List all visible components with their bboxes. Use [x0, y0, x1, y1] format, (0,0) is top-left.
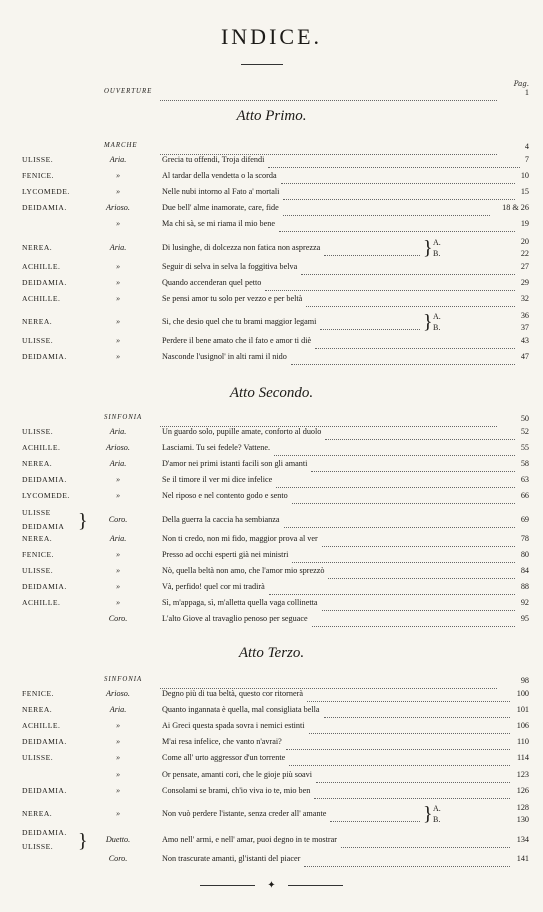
character-name: ACHILLE.: [22, 443, 61, 453]
page-number: 27: [520, 261, 529, 271]
character-name: FENICE.: [22, 549, 54, 559]
index-entry: [0, 828, 543, 854]
character-name: NEREA.: [22, 705, 53, 715]
page-number: 114: [517, 753, 529, 763]
index-entry: [0, 262, 543, 278]
section-opening-label: SINFONIA: [104, 414, 143, 421]
piece-incipit: Và, perfido! quel cor mi tradirà: [162, 581, 265, 591]
overture-row: [0, 88, 543, 102]
index-entry: [0, 352, 543, 368]
piece-type: »: [115, 187, 121, 197]
leader-dots: [284, 515, 515, 528]
piece-type: »: [115, 219, 121, 229]
page-number: 100: [516, 689, 529, 698]
leader-dots: [281, 171, 515, 184]
character-name: ACHILLE.: [22, 598, 61, 607]
character-name: NEREA.: [22, 242, 53, 252]
piece-incipit: Se pensi amor tu solo per vezzo e per beltà: [162, 293, 303, 303]
page-number: 88: [520, 581, 529, 591]
index-entry: [0, 550, 543, 566]
index-entry: [0, 294, 543, 310]
page-number: 126: [516, 785, 529, 795]
character-name: ACHILLE.: [22, 293, 61, 303]
page-number: 128: [516, 802, 529, 812]
piece-type: »: [115, 293, 121, 303]
leader-dots: [276, 475, 515, 488]
page-number: 22: [520, 248, 529, 258]
leader-dots: [311, 459, 515, 472]
index-entry: [0, 475, 543, 491]
piece-incipit: Quanto ingannata è quella, mal consigliata bella: [162, 705, 320, 715]
page-number: 29: [520, 277, 529, 287]
character-name: ULISSE.: [22, 753, 54, 763]
piece-type: Aria.: [109, 533, 127, 543]
index-entry: [0, 786, 543, 802]
character-name: DEIDAMIA.: [22, 827, 67, 837]
index-entry: [0, 203, 543, 219]
index-entry: [0, 219, 543, 235]
page-number: 18 & 26: [502, 203, 529, 213]
piece-type: »: [115, 475, 121, 485]
brace-symbol: }: [78, 829, 88, 852]
leader-dots: [160, 88, 497, 101]
page-number: 10: [520, 171, 529, 181]
piece-incipit: Presso ad occhi esperti già nei ministri: [162, 549, 289, 559]
piece-type: »: [115, 261, 121, 271]
section-opening-row: [0, 414, 543, 428]
variant-label: B.: [433, 322, 441, 332]
page-number: 78: [520, 533, 529, 543]
section-opening-row: [0, 142, 543, 156]
character-name: DEIDAMIA.: [22, 352, 67, 362]
variant-label: A.: [433, 237, 441, 247]
piece-type: »: [115, 737, 121, 747]
act-title: Atto Primo.: [236, 108, 307, 124]
piece-type: »: [115, 808, 121, 818]
index-entry: [0, 802, 543, 828]
index-entry: [0, 854, 543, 870]
piece-incipit: Quando accenderan quel petto: [162, 277, 262, 287]
variant-label: B.: [433, 248, 441, 258]
brace-symbol: }: [423, 802, 433, 825]
leader-dots: [322, 598, 515, 611]
page-number: 110: [517, 737, 529, 747]
piece-type: Arioso.: [106, 443, 130, 453]
leader-dots: [301, 262, 515, 275]
index-entry: [0, 491, 543, 507]
page-number: 63: [520, 475, 529, 485]
index-entry: [0, 236, 543, 262]
piece-type: »: [115, 336, 121, 345]
page-number: 66: [520, 491, 529, 501]
piece-type: Aria.: [109, 705, 127, 715]
section-opening-label: MARCHE: [104, 142, 138, 149]
leader-dots: [324, 243, 420, 256]
piece-incipit: L'alto Giove al travaglio penoso per seguace: [162, 614, 308, 624]
leader-dots: [292, 550, 515, 563]
page-number: 32: [520, 293, 529, 303]
leader-dots: [160, 142, 497, 155]
page-number: 15: [520, 187, 529, 197]
character-name: DEIDAMIA.: [22, 203, 67, 213]
piece-type: »: [115, 316, 121, 326]
character-name: DEIDAMIA: [22, 521, 65, 531]
index-entry: [0, 721, 543, 737]
variant-label: B.: [433, 814, 441, 824]
leader-dots: [307, 689, 510, 702]
leader-dots: [268, 155, 520, 168]
page-number: 141: [516, 853, 529, 863]
piece-type: Coro.: [108, 614, 128, 624]
piece-type: »: [115, 769, 121, 779]
leader-dots: [316, 770, 510, 783]
piece-incipit: Perdere il bene amato che il fato e amor ti diè: [162, 336, 312, 345]
piece-type: Aria.: [109, 427, 127, 436]
section-opening-label: SINFONIA: [104, 676, 143, 683]
piece-incipit: Un guardo solo, pupille amate, conforto al duolo: [162, 427, 322, 436]
character-name: LYCOMEDE.: [22, 187, 70, 197]
piece-incipit: Degno più di tua beltà, questo cor ritornerà: [162, 689, 303, 698]
piece-incipit: Non trascurate amanti, gl'istanti del piacer: [162, 853, 301, 863]
index-entry: [0, 566, 543, 582]
page-number: 50: [520, 414, 529, 423]
piece-type: Aria.: [109, 155, 127, 164]
character-name: DEIDAMIA.: [22, 277, 67, 287]
character-name: ACHILLE.: [22, 721, 61, 731]
character-name: DEIDAMIA.: [22, 475, 67, 485]
character-name: ULISSE.: [22, 841, 54, 851]
piece-type: Coro.: [108, 514, 128, 524]
page-number: 92: [520, 598, 529, 607]
index-entry: [0, 689, 543, 705]
variant-label: A.: [433, 803, 441, 813]
piece-incipit: Or pensate, amanti cori, che le gioje più soavi: [162, 769, 313, 779]
page-number: 37: [520, 322, 529, 332]
piece-incipit: Amo nell' armi, e nell' amar, puoi degno in te mostrar: [162, 834, 337, 844]
leader-dots: [341, 835, 510, 848]
page-number: 98: [520, 676, 529, 685]
page-number: 134: [516, 834, 529, 844]
index-entry: [0, 582, 543, 598]
piece-type: »: [115, 352, 121, 362]
piece-incipit: Consolami se brami, ch'io viva io te, mio ben: [162, 785, 311, 795]
leader-dots: [291, 352, 515, 365]
piece-type: Arioso.: [106, 203, 130, 213]
leader-dots: [160, 414, 497, 427]
page-number: 95: [520, 614, 529, 624]
leader-dots: [312, 614, 515, 627]
index-entry: [0, 737, 543, 753]
leader-dots: [283, 187, 515, 200]
index-entry: [0, 598, 543, 614]
piece-incipit: Al tardar della vendetta o la scorda: [162, 171, 277, 181]
index-entry: [0, 278, 543, 294]
page-number: 19: [520, 219, 529, 229]
index-entry: [0, 155, 543, 171]
piece-incipit: Nel riposo e nel contento godo e sento: [162, 491, 288, 501]
index-entry: [0, 336, 543, 352]
piece-incipit: Ma chi sà, se mi riama il mio bene: [162, 219, 276, 229]
piece-type: »: [115, 171, 121, 181]
act-title: Atto Secondo.: [229, 385, 314, 401]
page-title: INDICE.: [220, 24, 323, 49]
piece-incipit: D'amor nei primi istanti facili son gli amanti: [162, 459, 308, 469]
character-name: ULISSE: [22, 507, 51, 517]
piece-incipit: Non vuò perdere l'istante, senza creder all' amante: [162, 808, 327, 818]
piece-type: Aria.: [109, 459, 127, 469]
leader-dots: [286, 737, 510, 750]
piece-type: Duetto.: [105, 834, 131, 844]
piece-type: Aria.: [109, 242, 127, 252]
character-name: FENICE.: [22, 171, 54, 181]
page-number: 106: [516, 721, 529, 731]
title-rule: [241, 64, 283, 65]
index-entry: [0, 459, 543, 475]
leader-dots: [269, 582, 515, 595]
piece-incipit: Se il timore il ver mi dice infelice: [162, 475, 273, 485]
leader-dots: [279, 219, 515, 232]
character-name: NEREA.: [22, 459, 53, 469]
index-entry: [0, 508, 543, 534]
page-number: 130: [516, 814, 529, 824]
piece-incipit: Lasciami. Tu sei fedele? Vattene.: [162, 443, 271, 453]
character-name: DEIDAMIA.: [22, 737, 67, 747]
character-name: LYCOMEDE.: [22, 491, 70, 501]
index-entry: [0, 443, 543, 459]
page-number: 52: [520, 427, 529, 436]
leader-dots: [160, 676, 497, 689]
piece-type: »: [115, 549, 121, 559]
piece-type: »: [115, 753, 121, 763]
piece-incipit: Sì, m'appaga, sì, m'alletta quella vaga collinetta: [162, 598, 318, 607]
brace-symbol: }: [423, 310, 433, 333]
character-name: ULISSE.: [22, 565, 54, 575]
character-name: NEREA.: [22, 533, 53, 543]
section-opening-row: [0, 676, 543, 690]
piece-incipit: Come all' urto aggressor d'un torrente: [162, 753, 286, 763]
page-number: 1: [524, 88, 529, 97]
leader-dots: [289, 753, 510, 766]
piece-incipit: Di lusinghe, di dolcezza non fatica non asprezza: [162, 242, 321, 252]
piece-type: »: [115, 565, 121, 575]
index-entry: [0, 753, 543, 769]
piece-incipit: Nelle nubi intorno al Fato a' mortali: [162, 187, 280, 197]
leader-dots: [322, 534, 515, 547]
character-name: ULISSE.: [22, 336, 54, 345]
piece-incipit: Nò, quella beltà non amo, che l'amor mio sprezzò: [162, 565, 325, 575]
page-number: 101: [516, 705, 529, 715]
piece-type: »: [115, 721, 121, 731]
page-number: 43: [520, 336, 529, 345]
piece-type: »: [115, 277, 121, 287]
character-name: DEIDAMIA.: [22, 785, 67, 795]
brace-symbol: }: [78, 509, 88, 532]
leader-dots: [274, 443, 515, 456]
leader-dots: [315, 336, 515, 349]
piece-type: Coro.: [108, 853, 128, 863]
brace-symbol: }: [423, 236, 433, 259]
index-entry: [0, 614, 543, 630]
piece-incipit: Grecia tu offendi, Troja difendi: [162, 155, 265, 164]
leader-dots: [304, 854, 510, 867]
piece-type: »: [115, 581, 121, 591]
piece-incipit: Ai Greci questa spada sovra i nemici estinti: [162, 721, 305, 731]
leader-dots: [330, 809, 420, 822]
leader-dots: [314, 786, 510, 799]
character-name: DEIDAMIA.: [22, 581, 67, 591]
piece-type: Arioso.: [106, 689, 130, 698]
index-entry: [0, 310, 543, 336]
page-number: 36: [520, 310, 529, 320]
page-number: 47: [520, 352, 529, 362]
leader-dots: [265, 278, 515, 291]
page-number: 84: [520, 565, 529, 575]
leader-dots: [292, 491, 515, 504]
piece-incipit: Nasconde l'usignol' in alti rami il nido: [162, 352, 287, 362]
character-name: ACHILLE.: [22, 261, 61, 271]
leader-dots: [320, 317, 420, 330]
piece-incipit: Non ti credo, non mi fido, maggior prova al ver: [162, 533, 318, 543]
index-entry: [0, 187, 543, 203]
page-number: 4: [524, 142, 529, 151]
index-entry: [0, 770, 543, 786]
index-entry: [0, 427, 543, 443]
leader-dots: [325, 427, 515, 440]
piece-incipit: Seguir di selva in selva la foggitiva belva: [162, 261, 298, 271]
character-name: ULISSE.: [22, 155, 54, 164]
piece-type: »: [115, 785, 121, 795]
character-name: FENICE.: [22, 689, 54, 698]
piece-incipit: Due bell' alme inamorate, care, fide: [162, 203, 279, 213]
character-name: NEREA.: [22, 808, 53, 818]
variant-label: A.: [433, 311, 441, 321]
leader-dots: [324, 705, 510, 718]
leader-dots: [306, 294, 515, 307]
page-number: 69: [520, 514, 529, 524]
leader-dots: [328, 566, 515, 579]
page-number: 20: [520, 236, 529, 246]
piece-type: »: [115, 598, 121, 607]
page-number: 80: [520, 549, 529, 559]
character-name: NEREA.: [22, 316, 53, 326]
page-number: 55: [520, 443, 529, 453]
overture-label: OUVERTURE: [104, 88, 153, 95]
leader-dots: [283, 203, 490, 216]
piece-incipit: M'ai resa infelice, che vanto n'avrai?: [162, 737, 282, 747]
piece-incipit: Si, che desio quel che tu brami maggior legami: [162, 316, 317, 326]
piece-incipit: Della guerra la caccia ha sembianza: [162, 514, 280, 524]
page-number: 58: [520, 459, 529, 469]
piece-type: »: [115, 491, 121, 501]
character-name: ULISSE.: [22, 427, 54, 436]
index-entry: [0, 705, 543, 721]
footer-ornament: ✦: [200, 880, 343, 890]
act-title: Atto Terzo.: [238, 645, 305, 661]
page-number: 7: [524, 155, 529, 164]
page-column-label: Pag.: [513, 80, 529, 88]
page-number: 123: [516, 769, 529, 779]
leader-dots: [309, 721, 510, 734]
index-entry: [0, 171, 543, 187]
index-entry: [0, 534, 543, 550]
